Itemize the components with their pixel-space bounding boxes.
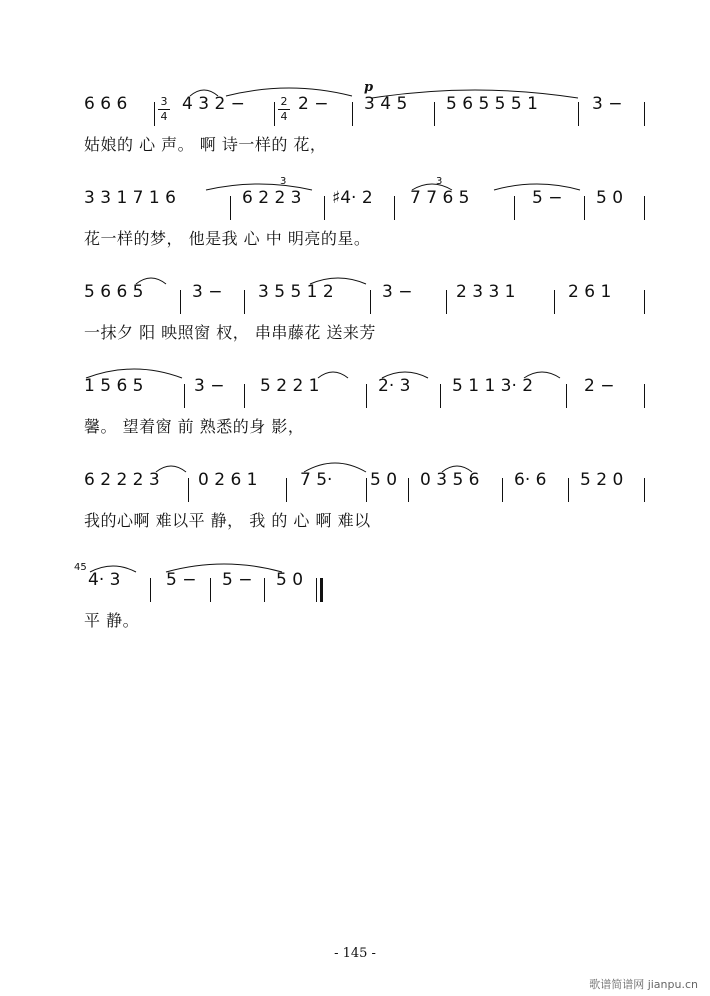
barline — [370, 290, 371, 314]
barline — [584, 196, 585, 220]
measure: 5 − — [222, 570, 253, 590]
notes-row — [74, 562, 654, 604]
barline — [502, 478, 503, 502]
barline — [286, 478, 287, 502]
measure: 0 3 5 6 — [420, 470, 480, 490]
tie — [224, 82, 354, 98]
barline — [188, 478, 189, 502]
score-line-3 — [0, 282, 710, 362]
slur — [84, 362, 184, 380]
measure: 3 5 5 1 2 — [258, 282, 334, 302]
measure: 5 0 — [276, 570, 304, 590]
tie — [492, 178, 582, 192]
barline — [644, 196, 645, 220]
notes-row — [84, 80, 654, 128]
score-line-6 — [0, 562, 710, 650]
barline — [644, 290, 645, 314]
measure: 2 − — [584, 376, 615, 396]
measure: 5 − — [532, 188, 563, 208]
score-line-1 — [0, 80, 710, 174]
lyrics-row: 平 静。 — [84, 611, 140, 630]
barline — [644, 478, 645, 502]
barline — [514, 196, 515, 220]
slur — [188, 84, 220, 98]
measure: 2 6 1 — [568, 282, 612, 302]
measure: 5 6 6 5 — [84, 282, 144, 302]
measure: 3 − — [194, 376, 225, 396]
triplet-mark: 3 — [436, 176, 443, 187]
barline — [274, 102, 275, 126]
measure: 5 2 2 1 — [260, 376, 320, 396]
barline — [394, 196, 395, 220]
barline — [210, 578, 211, 602]
score-line-5 — [0, 470, 710, 550]
notes-row — [84, 470, 654, 504]
barline — [316, 578, 317, 602]
measure: 3 4 5 — [364, 94, 408, 114]
grace-note: 45 — [74, 562, 87, 573]
barline — [366, 478, 367, 502]
slur — [380, 366, 430, 380]
measure: 6 6 6 — [84, 94, 128, 114]
barline — [644, 384, 645, 408]
measure: 6· 6 — [514, 470, 547, 490]
slur — [370, 84, 580, 100]
barline — [244, 384, 245, 408]
barline — [230, 196, 231, 220]
measure: 5 1 1 3· 2 — [452, 376, 534, 396]
measure: 0 2 6 1 — [198, 470, 258, 490]
time-signature: 3 4 — [157, 96, 171, 123]
barline — [150, 578, 151, 602]
time-signature: 2 4 — [277, 96, 291, 123]
measure: 4· 3 — [88, 570, 121, 590]
measure: 6 2 2 3 — [242, 188, 302, 208]
notes-row — [84, 176, 654, 222]
lyrics-row: 馨。 望着窗 前 熟悉的身 影， — [84, 417, 305, 436]
barline — [154, 102, 155, 126]
score-line-4 — [0, 376, 710, 456]
measure: 4 3 2 − — [182, 94, 245, 114]
barline — [408, 478, 409, 502]
slur — [410, 178, 454, 192]
final-barline — [320, 578, 323, 602]
page-number: - 145 - — [334, 946, 376, 961]
measure: 6 2 2 2 3 — [84, 470, 160, 490]
barline — [324, 196, 325, 220]
barline — [184, 384, 185, 408]
slur — [302, 456, 368, 474]
measure: 3 − — [382, 282, 413, 302]
barline — [180, 290, 181, 314]
measure: ♯4· 2 — [332, 188, 373, 208]
slur — [204, 178, 314, 192]
barline — [264, 578, 265, 602]
measure: 1 5 6 5 — [84, 376, 144, 396]
lyrics-row: 一抹夕 阳 映照窗 杈， 串串藤花 送来芳 — [84, 323, 376, 342]
barline — [566, 384, 567, 408]
barline — [554, 290, 555, 314]
lyrics-row: 姑娘的 心 声。 啊 诗一样的 花， — [84, 135, 327, 154]
measure: 7 7 6 5 — [410, 188, 470, 208]
barline — [568, 478, 569, 502]
barline — [352, 102, 353, 126]
measure: 5 6 5 5 5 1 — [446, 94, 538, 114]
slur — [88, 560, 138, 574]
lyrics-row: 我的心啊 难以平 静， 我 的 心 啊 难以 — [84, 511, 371, 530]
score-line-2 — [0, 176, 710, 268]
measure: 5 0 — [596, 188, 624, 208]
barline — [244, 290, 245, 314]
barline — [578, 102, 579, 126]
barline — [446, 290, 447, 314]
slur — [154, 460, 188, 474]
slur — [316, 366, 350, 380]
triplet-mark: 3 — [280, 176, 287, 187]
barline — [434, 102, 435, 126]
measure: 5 0 — [370, 470, 398, 490]
measure: 2 3 3 1 — [456, 282, 516, 302]
slur — [308, 272, 368, 286]
tie — [164, 558, 284, 574]
slur — [522, 366, 562, 380]
notes-row — [84, 282, 654, 316]
watermark-text: 歌谱简谱网 jianpu.cn — [589, 978, 698, 991]
barline — [440, 384, 441, 408]
dynamic-mark: p — [364, 80, 374, 95]
measure: 7 5· — [300, 470, 333, 490]
measure: 5 − — [166, 570, 197, 590]
notes-row — [84, 376, 654, 410]
lyrics-row: 花一样的梦， 他是我 心 中 明亮的星。 — [84, 229, 371, 248]
measure: 3 − — [592, 94, 623, 114]
measure: 3 − — [192, 282, 223, 302]
measure: 2 − — [298, 94, 329, 114]
measure: 5 2 0 — [580, 470, 624, 490]
slur — [134, 272, 168, 286]
measure: 2· 3 — [378, 376, 411, 396]
slur — [440, 460, 474, 474]
barline — [366, 384, 367, 408]
measure: 3 3 1 7 1 6 — [84, 188, 176, 208]
barline — [644, 102, 645, 126]
